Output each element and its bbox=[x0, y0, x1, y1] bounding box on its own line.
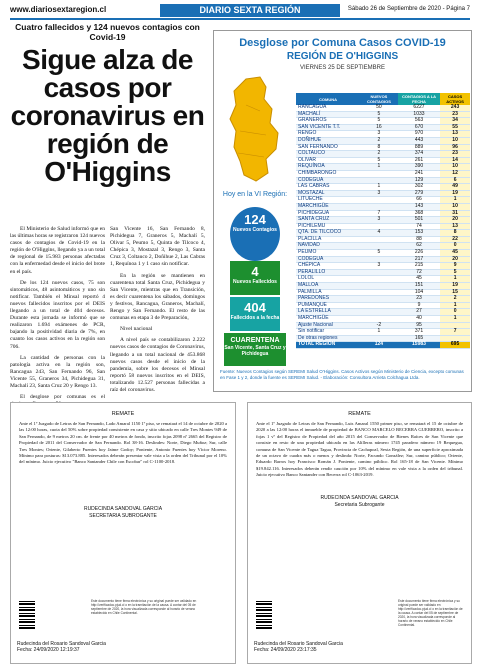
active-cases-cell: 0 bbox=[440, 243, 470, 250]
active-cases-cell: 1 bbox=[440, 316, 470, 323]
new-cases-cell: 3 bbox=[360, 131, 398, 138]
page-header bbox=[10, 4, 470, 20]
new-cases-cell: 2 bbox=[360, 137, 398, 144]
total-cases-cell: 368 bbox=[398, 210, 440, 217]
total-cases-cell: 66 bbox=[398, 197, 440, 204]
total-cases-cell: 226 bbox=[398, 250, 440, 257]
active-cases-cell: 12 bbox=[440, 170, 470, 177]
commune-name: Ajuste Nacional bbox=[296, 322, 360, 329]
new-cases-cell: 1 bbox=[360, 184, 398, 191]
notice-body: Ante el 1º Juzgado de Letras de San Fernando, Lado Amaral 1150 1º piso, se rematará el 14 de octubre de 2020 a las 12:00 horas, cuota del 50% sobre propiedad consistente en casa y sitio ubicado en calle Tres Montes 949 de San Fernando, de 9 metros 20 cm. de frente por 40 metros de fondo, inscrito fojas 2098 nº 2665 del Registro de Propiedad de 2011 del Conservador de San Fernando. Rol 38-16. Deslindes: Norte, Diego Muñoz; Sur, calle Tres Montes; Oriente, Gilaberto Fuentes hoy Jaime Godoy; Poniente, Antonio Fuentes hoy Víctor Moreno. Mínimo para posturas: $13.073.885. Interesados deberán presentar vale vista a la orden del Tribunal por el 10% del mínimo. Juicio ejecutivo "Banco Santander Chile con Escobar" rol C-1100-2018. bbox=[19, 421, 227, 465]
commune-name: GRANEROS bbox=[296, 118, 360, 125]
new-cases-cell: 5 bbox=[360, 157, 398, 164]
total-cases-cell: 129 bbox=[398, 177, 440, 184]
active-cases-cell: 6 bbox=[440, 177, 470, 184]
commune-name: CODEGUA bbox=[296, 256, 360, 263]
total-cell: 695 bbox=[440, 342, 470, 349]
column-header: CASOS ACTIVOS bbox=[440, 93, 470, 105]
commune-name: MARCHIGÜE bbox=[296, 316, 360, 323]
footer-name: Rudecinda del Rosario Sandoval Garcia bbox=[254, 641, 343, 647]
active-cases-cell: 1 bbox=[440, 276, 470, 283]
commune-name: PAREDONES bbox=[296, 296, 360, 303]
active-cases-cell: 10 bbox=[440, 164, 470, 171]
legal-notice-2 bbox=[247, 402, 472, 664]
legal-notice-1 bbox=[10, 402, 236, 664]
total-cases-cell: 970 bbox=[398, 131, 440, 138]
total-cases-cell: 9 bbox=[398, 302, 440, 309]
new-cases-cell bbox=[360, 236, 398, 243]
active-cases-cell: 23 bbox=[440, 111, 470, 118]
qr-code-icon bbox=[19, 599, 35, 629]
commune-name: DOÑIHUE bbox=[296, 137, 360, 144]
new-cases-cell: 3 bbox=[360, 217, 398, 224]
footer-signer bbox=[254, 641, 343, 653]
commune-name: PERALILLO bbox=[296, 269, 360, 276]
column-header: NUEVOS CONTAGIOS bbox=[360, 93, 398, 105]
table-row bbox=[296, 256, 470, 263]
new-cases-cell: 3 bbox=[360, 190, 398, 197]
qr-code-icon bbox=[256, 599, 272, 629]
new-cases-cell: 7 bbox=[360, 210, 398, 217]
total-cases-cell: 390 bbox=[398, 164, 440, 171]
commune-name: LAS CABRAS bbox=[296, 184, 360, 191]
commune-name: CHIMBARONGO bbox=[296, 170, 360, 177]
commune-name: REQUÍNOA bbox=[296, 164, 360, 171]
column-header: COMUNA bbox=[296, 93, 360, 105]
table-row bbox=[296, 131, 470, 138]
commune-name: LITUECHE bbox=[296, 197, 360, 204]
total-cases-cell: 1033 bbox=[398, 111, 440, 118]
total-cell: 124 bbox=[360, 342, 398, 349]
article-column-2 bbox=[110, 226, 205, 398]
active-cases-cell: 13 bbox=[440, 223, 470, 230]
electronic-signature-note: Este documento tiene firma electrónica y su original puede ser validado en http://verificadoc.pjud.cl o en la tramitación de la causa. A contar del 05 de septiembre de 2020, la hora visualizada corresponde al horario de verano establecido en Chile Continental. bbox=[398, 599, 463, 627]
paragraph: En la región se mantienen en cuarentena total Santa Cruz, Pichidegua y San Vicente, mientras que en Transición, es decir cuarentena los sábados, domingos y festivos, Rancagua, Graneros, Machalí, Rengo y San Fernando. El resto de las comunas en etapa 3 de Preparación, bbox=[110, 272, 205, 322]
footer-signer bbox=[17, 641, 106, 653]
total-cell: 15983 bbox=[398, 342, 440, 349]
badge-quarantine bbox=[224, 333, 286, 366]
table-body bbox=[296, 105, 470, 348]
notice-title: REMATE bbox=[111, 411, 135, 417]
commune-name: RENGO bbox=[296, 131, 360, 138]
active-cases-cell: 2 bbox=[440, 296, 470, 303]
commune-name: QTA. DE TILCOCO bbox=[296, 230, 360, 237]
commune-name: CODEGUA bbox=[296, 177, 360, 184]
new-cases-cell: 5 bbox=[360, 250, 398, 257]
badge-value: CUARENTENA bbox=[230, 337, 280, 344]
signature-block bbox=[248, 495, 471, 509]
commune-name: MARCHIGÜE bbox=[296, 203, 360, 210]
active-cases-cell: 5 bbox=[440, 269, 470, 276]
new-cases-cell: 5 bbox=[360, 111, 398, 118]
total-cases-cell: 143 bbox=[398, 203, 440, 210]
active-cases-cell: 96 bbox=[440, 144, 470, 151]
commune-name: Sin notificar bbox=[296, 329, 360, 336]
footer-date: Fecha: 24/09/2020 23:17:35 bbox=[254, 647, 317, 653]
today-label: Hoy en la VI Región: bbox=[222, 191, 288, 198]
commune-name: SANTA CRUZ bbox=[296, 217, 360, 224]
commune-name: SAN FERNANDO bbox=[296, 144, 360, 151]
badge-total-deaths bbox=[230, 297, 280, 331]
notice-body: Ante el 1º Juzgado de Letras de San Fernando, Luis Amaral 1550 primer piso, se rematará el 15 de octubre de 2020 a las 12:00 horas el inmueble de propiedad de BANCO MARCELO BECERRA GUERRERO, inscrito a fojas 1 vº del Registro de Propiedad del año 2015 del Conservador de Bienes Raíces de San Vicente que consiste en resto de una propiedad ubicada en las Alilleras número 1745 paradero número 19 Requegua, comuna de San Vicente de Tagua Tagua, Provincia de Cachapoal, Sexta Región, de una superficie aproximada de un octavo de cuadra más o menos y deslinda: Norte, Facundo González; Sur, camino público; Oriente, Eduardo Barros hoy Francisco Román J. Poniente, camino público. Rol 165-18 de San Vicente. Mínimo $19.842.116. Interesados deberán rendir caución por 10% del mínimo en vale vista a la orden del tribunal. Juicio ejecutivo Banco Santander con Becerra rol C-1063-2019. bbox=[256, 421, 463, 478]
commune-name: RANCAGUA bbox=[296, 105, 360, 111]
table-row bbox=[296, 203, 470, 210]
paragraph: La cantidad de personas con la patología activa en la región son, Rancagua 243, San Fernando 96, San Vicente 55, Graneros 34, Pichidegua 31, Machalí 23, Santa Cruz 20 y Rengo 13. bbox=[10, 354, 105, 389]
new-cases-cell: 2 bbox=[360, 151, 398, 158]
region-map-icon bbox=[226, 75, 284, 185]
total-cases-cell: 104 bbox=[398, 289, 440, 296]
badge-label: San Vicente, Santa Cruz y Pichidegua bbox=[224, 345, 286, 357]
badge-value: 124 bbox=[244, 212, 266, 227]
footer-date: Fecha: 24/09/2020 12:19:37 bbox=[17, 647, 80, 653]
commune-name: COLTAUCO bbox=[296, 151, 360, 158]
active-cases-cell: 14 bbox=[440, 157, 470, 164]
new-cases-cell: 8 bbox=[360, 144, 398, 151]
total-cases-cell: 563 bbox=[398, 118, 440, 125]
commune-name: SAN VICENTE T.T. bbox=[296, 124, 360, 131]
active-cases-cell: 20 bbox=[440, 217, 470, 224]
table-row bbox=[296, 236, 470, 243]
new-cases-cell bbox=[360, 170, 398, 177]
commune-name: PEUMO bbox=[296, 250, 360, 257]
new-cases-cell: 5 bbox=[360, 118, 398, 125]
total-cell: TOTAL REGIÓN bbox=[296, 342, 360, 349]
footer-name: Rudecinda del Rosario Sandoval Garcia bbox=[17, 641, 106, 647]
commune-name: PICHIDEGUA bbox=[296, 210, 360, 217]
infographic-title: Desglose por Comuna Casos COVID-19 bbox=[239, 37, 446, 49]
commune-name: PALMILLA bbox=[296, 289, 360, 296]
new-cases-cell bbox=[360, 283, 398, 290]
total-cases-cell: 889 bbox=[398, 144, 440, 151]
table-row bbox=[296, 276, 470, 283]
new-cases-cell bbox=[360, 296, 398, 303]
article-headline: Sigue alza de casos por coronavirus en región de O'Higgins bbox=[10, 44, 205, 187]
total-cases-cell: 74 bbox=[398, 223, 440, 230]
subheading: Nivel nacional bbox=[120, 326, 153, 333]
commune-table bbox=[296, 93, 470, 349]
total-cases-cell: 215 bbox=[398, 263, 440, 270]
commune-name: PLACILLA bbox=[296, 236, 360, 243]
paragraph: El desglose por comunas es el bbox=[20, 394, 105, 401]
total-cases-cell: 302 bbox=[398, 184, 440, 191]
active-cases-cell: 1 bbox=[440, 197, 470, 204]
active-cases-cell: 243 bbox=[440, 105, 470, 111]
active-cases-cell: 15 bbox=[440, 289, 470, 296]
new-cases-cell: 4 bbox=[360, 230, 398, 237]
total-cases-cell: 72 bbox=[398, 269, 440, 276]
paragraph: San Vicente 16, San Fernando 8, Pichidegua 7, Graneros 5, Machalí 5, Olivar 5, Peumo 5, Quinta de Tilcoco 4, Chépica 3, Mostazal 3, Rengo 3, Santa Cruz 3, Coltauco 2, Doñihue 2, Las Cabras 1, Requínoa 1 y 1 caso sin notificar. bbox=[110, 226, 205, 268]
commune-name: PUMANQUE bbox=[296, 302, 360, 309]
badge-value: 404 bbox=[244, 300, 266, 315]
active-cases-cell: 1 bbox=[440, 302, 470, 309]
badge-new-cases bbox=[230, 207, 280, 261]
badge-label: Nuevos Contagios bbox=[233, 227, 277, 233]
active-cases-cell: 10 bbox=[440, 137, 470, 144]
article-column-1 bbox=[10, 226, 105, 412]
new-cases-cell bbox=[360, 269, 398, 276]
active-cases-cell: 45 bbox=[440, 250, 470, 257]
commune-name: MOSTAZAL bbox=[296, 190, 360, 197]
total-cases-cell: 165 bbox=[398, 335, 440, 342]
active-cases-cell: 0 bbox=[440, 309, 470, 316]
table-row bbox=[296, 269, 470, 276]
total-cases-cell: 670 bbox=[398, 124, 440, 131]
new-cases-cell bbox=[360, 203, 398, 210]
active-cases-cell: 22 bbox=[440, 236, 470, 243]
commune-name: CHÉPICA bbox=[296, 263, 360, 270]
paragraph: A nivel país se contabilizaron 2.222 nuevos casos de contagios de Coronavirus, llegando a un total nacional de 453.868 nuevos casos desde el inicio de la pandemia, sobre los decesos el Minsal reportó 58 nuevos inscritos en el DEIS, totalizando 12.527 personas fallecidas a raíz del coronavirus. bbox=[110, 337, 205, 393]
table-row bbox=[296, 151, 470, 158]
page-date: Sábado 26 de Septiembre de 2020 - Página 7 bbox=[347, 6, 470, 12]
paragraph: De los 124 nuevos casos, 75 son sintomáticos, 48 asintomáticos y uno sin notificar. También el Minsal reportó 4 nuevos fallecidos inscritos por el DEIS llegando a un total de 404 decesos. Durante esta jornada se informó que se realizaron 1.694 exámenes de PCR, bajando la positividad diaria de 7%, en cuanto los casos activos en la región son 706. bbox=[10, 279, 105, 350]
total-cases-cell: 95 bbox=[398, 322, 440, 329]
site-url[interactable]: www.diariosextaregion.cl bbox=[10, 5, 107, 14]
new-cases-cell: -2 bbox=[360, 322, 398, 329]
total-cases-cell: 40 bbox=[398, 316, 440, 323]
signer-name: RUDECINDA SANDOVAL GARCIA bbox=[83, 505, 163, 512]
total-cases-cell: 217 bbox=[398, 256, 440, 263]
total-cases-cell: 153 bbox=[398, 230, 440, 237]
total-cases-cell: 241 bbox=[398, 170, 440, 177]
commune-name: OLIVAR bbox=[296, 157, 360, 164]
active-cases-cell: 7 bbox=[440, 329, 470, 336]
active-cases-cell: 55 bbox=[440, 124, 470, 131]
article-kicker: Cuatro fallecidos y 124 nuevos contagios con Covid-19 bbox=[15, 22, 200, 42]
active-cases-cell: 19 bbox=[440, 190, 470, 197]
new-cases-cell: 16 bbox=[360, 124, 398, 131]
new-cases-cell bbox=[360, 289, 398, 296]
commune-name: MACHALÍ bbox=[296, 111, 360, 118]
badge-value: 4 bbox=[251, 264, 259, 279]
new-cases-cell bbox=[360, 302, 398, 309]
table-row bbox=[296, 124, 470, 131]
new-cases-cell: 50 bbox=[360, 105, 398, 111]
total-cases-cell: 27 bbox=[398, 309, 440, 316]
total-cases-cell: 88 bbox=[398, 236, 440, 243]
signer-role: Secretaria Subrogante bbox=[334, 501, 385, 508]
table-total-row bbox=[296, 342, 470, 349]
section-title: DIARIO SEXTA REGIÓN bbox=[160, 4, 340, 17]
new-cases-cell bbox=[360, 309, 398, 316]
badge-label: Nuevos Fallecidos bbox=[233, 279, 277, 285]
table-row bbox=[296, 283, 470, 290]
active-cases-cell: 10 bbox=[440, 203, 470, 210]
active-cases-cell: 23 bbox=[440, 151, 470, 158]
total-cases-cell: 371 bbox=[398, 329, 440, 336]
active-cases-cell: 49 bbox=[440, 184, 470, 191]
total-cases-cell: 374 bbox=[398, 151, 440, 158]
new-cases-cell bbox=[360, 197, 398, 204]
commune-name: LOLOL bbox=[296, 276, 360, 283]
new-cases-cell: 1 bbox=[360, 329, 398, 336]
new-cases-cell: 3 bbox=[360, 263, 398, 270]
badge-label: Fallecidos a la fecha bbox=[230, 315, 280, 321]
column-header: CONTAGIOS A LA FECHA bbox=[398, 93, 440, 105]
electronic-signature-note: Este documento tiene firma electrónica y su original puede ser validado en http://verificadoc.pjud.cl o en la tramitación de la causa. A contar del 05 de septiembre de 2020, la hora visualizada corresponde al horario de verano establecido en Chile Continental. bbox=[91, 599, 197, 615]
total-cases-cell: 62 bbox=[398, 243, 440, 250]
covid-infographic bbox=[213, 30, 472, 392]
table-row bbox=[296, 243, 470, 250]
commune-name: De otras regiones bbox=[296, 335, 360, 342]
commune-name: PICHILEMU bbox=[296, 223, 360, 230]
total-cases-cell: 261 bbox=[398, 157, 440, 164]
infographic-region: REGIÓN DE O'HIGGINS bbox=[286, 51, 399, 62]
signature-block bbox=[11, 506, 235, 520]
active-cases-cell: 34 bbox=[440, 118, 470, 125]
total-cases-cell: 501 bbox=[398, 217, 440, 224]
active-cases-cell: 20 bbox=[440, 256, 470, 263]
active-cases-cell: 13 bbox=[440, 131, 470, 138]
total-cases-cell: 45 bbox=[398, 276, 440, 283]
infographic-date: VIERNES 25 DE SEPTIEMBRE bbox=[299, 65, 386, 71]
total-cases-cell: 279 bbox=[398, 190, 440, 197]
paragraph: El Ministerio de Salud informó que en las últimas horas se registraron 124 nuevos casos de contagios de Covid-19 en la región de O'Higgins, llegando ya a un total de regional de 15.983 personas afectadas con la enfermedad desde el inicio del brote en el país. bbox=[10, 226, 105, 275]
total-cases-cell: 443 bbox=[398, 137, 440, 144]
new-cases-cell: 1 bbox=[360, 164, 398, 171]
notice-title: REMATE bbox=[348, 411, 371, 417]
commune-name: MALLOA bbox=[296, 283, 360, 290]
commune-name: NAVIDAD bbox=[296, 243, 360, 250]
table-row bbox=[296, 230, 470, 237]
active-cases-cell: 8 bbox=[440, 230, 470, 237]
new-cases-cell bbox=[360, 276, 398, 283]
signer-name: RUDECINDA SANDOVAL GARCIA bbox=[320, 494, 399, 501]
active-cases-cell: 9 bbox=[440, 263, 470, 270]
badge-new-deaths bbox=[230, 261, 280, 295]
infographic-source: Fuente: Nuevos Contagios según SEREMI Salud O'Higgins. Casos Activos según Ministerio de Ciencia, excepto comunas en Fase 1 y 2, donde la fuente es SEREMI Salud. - Elaboración: Consultora Arrieta Colchagua Ltda. bbox=[220, 369, 464, 380]
total-cases-cell: 151 bbox=[398, 283, 440, 290]
signer-role: SECRETARIA SUBROGANTE bbox=[89, 512, 157, 519]
commune-name: LA ESTRELLA bbox=[296, 309, 360, 316]
total-cases-cell: 6227 bbox=[398, 105, 440, 111]
total-cases-cell: 23 bbox=[398, 296, 440, 303]
active-cases-cell: 19 bbox=[440, 283, 470, 290]
active-cases-cell: 31 bbox=[440, 210, 470, 217]
